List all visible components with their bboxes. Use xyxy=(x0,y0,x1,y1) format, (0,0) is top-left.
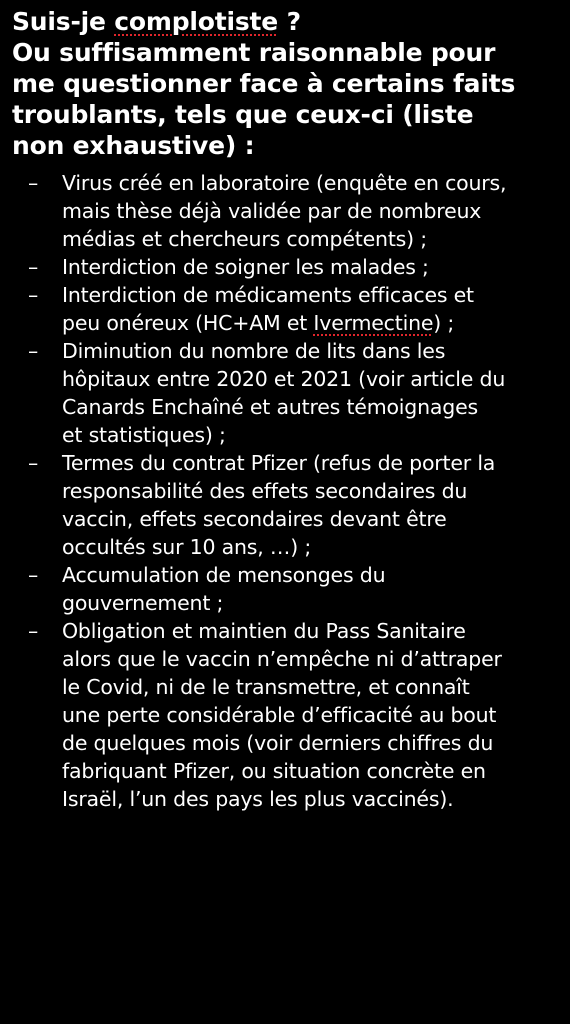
list-item-tail-suffix: ) ; xyxy=(433,311,455,335)
bullet-list xyxy=(12,169,560,813)
bullet-dash: – xyxy=(28,283,39,307)
list-item xyxy=(12,169,560,253)
list-item-line: Interdiction de soigner les malades ; xyxy=(62,255,429,279)
list-item-line: Diminution du nombre de lits dans les xyxy=(62,339,446,363)
heading-line-2: Ou suffisamment raisonnable pour xyxy=(12,38,496,67)
list-item xyxy=(12,337,560,449)
bullet-dash: – xyxy=(28,171,39,195)
list-item-line: de quelques mois (voir derniers chiffres du xyxy=(62,731,494,755)
list-item xyxy=(12,253,560,281)
list-item-line: Accumulation de mensonges du xyxy=(62,563,386,587)
list-item-tail-prefix: peu onéreux (HC+AM et xyxy=(62,311,314,335)
heading-line-3: me questionner face à certains faits xyxy=(12,69,516,98)
heading-prefix: Suis-je xyxy=(12,7,115,36)
list-item-line: le Covid, ni de le transmettre, et connaît xyxy=(62,675,470,699)
list-item-line: mais thèse déjà validée par de nombreux xyxy=(62,199,482,223)
list-item-line: Israël, l’un des pays les plus vaccinés). xyxy=(62,787,454,811)
bullet-dash: – xyxy=(28,619,39,643)
bullet-dash: – xyxy=(28,563,39,587)
list-item-line: médias et chercheurs compétents) ; xyxy=(62,227,427,251)
list-item-line xyxy=(62,309,560,337)
bullet-dash: – xyxy=(28,255,39,279)
list-item-line: une perte considérable d’efficacité au bout xyxy=(62,703,497,727)
list-item-line: occultés sur 10 ans, …) ; xyxy=(62,535,312,559)
heading-line-5: non exhaustive) : xyxy=(12,131,255,160)
list-item-line: vaccin, effets secondaires devant être xyxy=(62,507,447,531)
list-item-line: alors que le vaccin n’empêche ni d’attraper xyxy=(62,647,502,671)
spellcheck-flagged-word: complotiste xyxy=(114,7,279,36)
document-heading xyxy=(12,6,560,161)
heading-suffix: ? xyxy=(278,7,301,36)
bullet-dash: – xyxy=(28,339,39,363)
list-item xyxy=(12,449,560,561)
list-item xyxy=(12,281,560,337)
list-item-line: fabriquant Pfizer, ou situation concrète en xyxy=(62,759,486,783)
list-item-line: Canards Enchaîné et autres témoignages xyxy=(62,395,478,419)
list-item-line: et statistiques) ; xyxy=(62,423,226,447)
heading-line-1 xyxy=(12,6,560,37)
bullet-dash: – xyxy=(28,451,39,475)
list-item-line: Interdiction de médicaments efficaces et xyxy=(62,283,474,307)
list-item-line: Obligation et maintien du Pass Sanitaire xyxy=(62,619,466,643)
list-item-line: Termes du contrat Pfizer (refus de porter la xyxy=(62,451,496,475)
list-item xyxy=(12,617,560,813)
list-item-line: gouvernement ; xyxy=(62,591,224,615)
list-item-line: Virus créé en laboratoire (enquête en cours, xyxy=(62,171,507,195)
spellcheck-flagged-word: Ivermectine xyxy=(313,311,434,335)
list-item xyxy=(12,561,560,617)
list-item-line: hôpitaux entre 2020 et 2021 (voir article du xyxy=(62,367,506,391)
list-item-line: responsabilité des effets secondaires du xyxy=(62,479,468,503)
heading-line-4: troublants, tels que ceux-ci (liste xyxy=(12,100,474,129)
